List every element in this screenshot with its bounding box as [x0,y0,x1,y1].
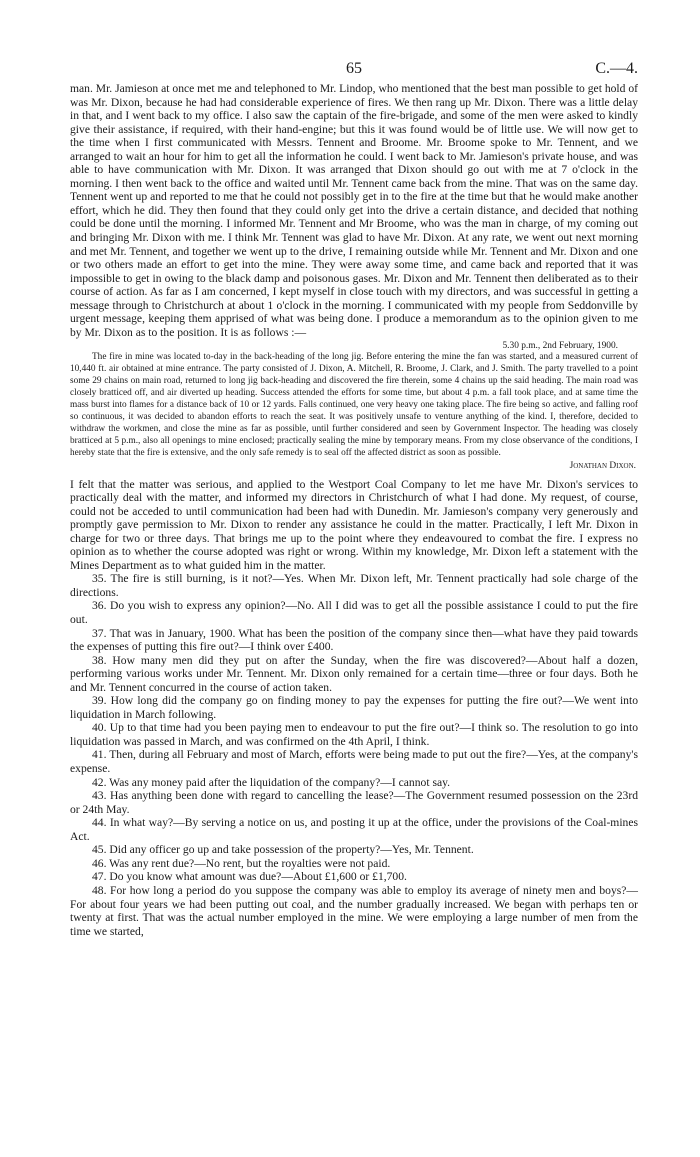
question-46: 46. Was any rent due?—No rent, but the royalties were not paid. [92,856,391,870]
memo-dateline: 5.30 p.m., 2nd February, 1900. [502,341,618,352]
question-38: 38. How many men did they put on after the Sunday, when the fire was discovered?—About half a dozen, performing various works under Mr. Tennent. Mr. Dixon only remained for a certain time—three or four days. Both he and Mr. Tennent concurred in the course of action taken. [70,653,638,694]
question-41: 41. Then, during all February and most of March, efforts were being made to put out the fire?—Yes, at the company's expense. [70,748,638,776]
question-48: 48. For how long a period do you suppose the company was able to employ its average of ninety men and boys?—For about four years we had been putting out coal, and the number gradually increased. We began with perhaps ten or twenty at first. That was the actual number employed in the mine. We were employing a large number of men from the time we started, [70,883,638,938]
document-reference: C.—4. [595,60,638,77]
question-35: 35. The fire is still burning, is it not?—Yes. When Mr. Dixon left, Mr. Tennent practically had sole charge of the directions. [70,572,638,599]
question-36: 36. Do you wish to express any opinion?—No. All I did was to get all the possible assistance I could to put the fire out. [70,599,638,627]
memo-signature: Jonathan Dixon. [569,460,636,471]
paragraph-intro: man. Mr. Jamieson at once met me and telephoned to Mr. Lindop, who mentioned that the best man possible to get hold of was Mr. Dixon, because he had had considerable experience of fires. We then rang up Mr. Dixon. There was a little delay in that, and I went back to my office. I also saw the captain of the fire-brigade, and some of the men were asked to kindly give their assistance, if required, with their hand-engine; but this it was found would be of little use. We will now get to the time when I first communicated with Messrs. Tennent and Broome. Mr. Broome spoke to Mr. Tennent, and we arranged to wait an hour for him to get all the information he could. I went back to Mr. Jamieson's private house, and was able to have communication with Mr. Dixon. It was arranged that Dixon should go out with me at 7 o'clock in the morning. I then went back to the office and waited until Mr. Tennent came back from the mine. That was on the same day. Tennent went up and reported to me that he could not possibly get in to the fire at the time but that he would make another effort, which he did. They then found that they could only get into the drive a certain distance, and decided that nothing could be done until the morning. I informed Mr. Tennent and Mr Broome, who was the man in charge, of my coming out and bringing Mr. Dixon with me. I think Mr. Tennent was glad to have Mr. Dixon. At any rate, we went out next morning and met Mr. Tennent, and together we went up to the drive, I remaining outside while Mr. Tennent and Mr. Dixon and one or two others made an effort to get into the mine. They were away some time, and came back and reported that it was impossible to get in owing to the black damp and poisonous gases. Mr. Dixon and Mr. Tennent then deliberated as to their course of action. As far as I am concerned, I kept myself in close touch with my directors, and was successful in getting a message through to Christchurch at about 1 o'clock in the morning. I communicated with my people from Seddonville by urgent message, keeping them apprised of what was being done. I produce a memorandum as to the opinion given to me by Mr. Dixon as to the position. It is as follows :— [70,82,638,339]
question-42: 42. Was any money paid after the liquidation of the company?—I cannot say. [92,775,451,789]
question-44: 44. In what way?—By serving a notice on us, and posting it up at the office, under the provisions of the Coal-mines Act. [70,816,638,843]
paragraph-statement: I felt that the matter was serious, and applied to the Westport Coal Company to let me have Mr. Dixon's services to practically deal with the matter, and informed my directors in Christchurch of what I had done. My request, of course, could not be acceded to until communication had been had with Dunedin. Mr. Jamieson's company very generously and promptly gave permission to Mr. Dixon to render any assistance he could in the matter. Practically, I left Mr. Dixon in charge for two or three days. That brings me up to the point where they endeavoured to combat the fire. I express no opinion as to whether the course adopted was right or wrong. Within my knowledge, Mr. Dixon left a statement with the Mines Department as to what guided him in the matter. [70,477,638,572]
memo-text: The fire in mine was located to-day in the back-heading of the long jig. Before entering the mine the fan was started, and a measured current of 10,440 ft. air obtained at mine entrance. The party consisted of J. Dixon, A. Mitchell, R. Broome, J. Clark, and J. Smith. The party travelled to a point some 29 chains on main road, returned to long jig back-heading and discovered the fire therein, some 4 chains up the said heading. The main road was closely bratticed off, and air diverted up heading. Success attended the efforts for some time, but about 4 p.m. a fall took place, and at same time the mass burst into flames for a distance back of 10 or 12 yards. Falls continued, one very heavy one taking place. The fire being so active, and falling roof so continuous, it was decided to abandon efforts to reach the seat. It was positively unsafe to venture anything of the kind. I, therefore, decided to withdraw the workmen, and close the mine as far as possible, until further considered and seen by Government Inspector. The heading was closely bratticed at 5 p.m., also all openings to mine enclosed; practically sealing the mine by temporary means. From my close observance of the conditions, I hereby state that the fire is extensive, and the only safe remedy is to seal off the affected district as soon as possible. [70,352,638,458]
question-45: 45. Did any officer go up and take possession of the property?—Yes, Mr. Tennent. [92,843,474,857]
question-37: 37. That was in January, 1900. What has been the position of the company since then—what have they paid towards the expenses of putting this fire out?—I think over £400. [70,626,638,654]
page-number: 65 [346,60,362,77]
question-40: 40. Up to that time had you been paying men to endeavour to put the fire out?—I think so. The resolution to go into liquidation was passed in March, and was confirmed on the 4th April, I think. [70,721,638,748]
question-39: 39. How long did the company go on finding money to pay the expenses for putting the fire out?—We went into liquidation in March following. [70,694,638,721]
question-47: 47. Do you know what amount was due?—About £1,600 or £1,700. [92,870,407,884]
page-body [70,82,638,938]
question-43: 43. Has anything been done with regard to cancelling the lease?—The Government resumed possession on the 23rd or 24th May. [70,789,638,816]
page-header [70,60,638,80]
dixon-memorandum [70,340,638,472]
